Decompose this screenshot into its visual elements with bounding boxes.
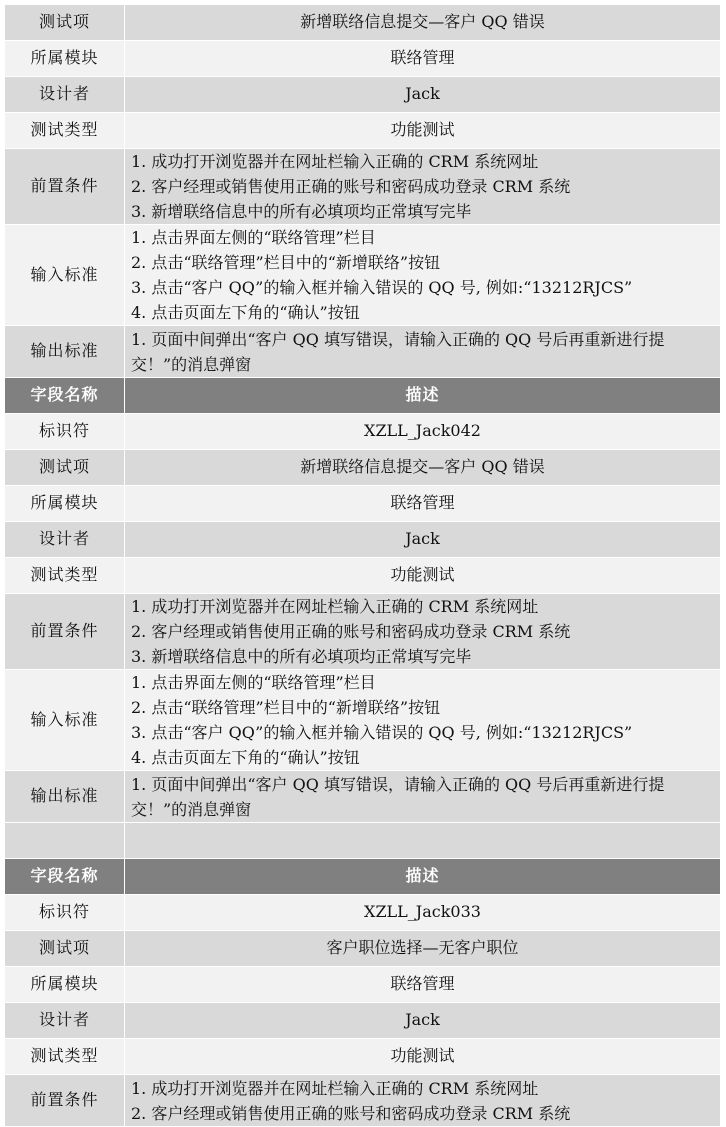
row-test-item: [5, 450, 721, 486]
value-test-item: 新增联络信息提交—客户 QQ 错误: [125, 5, 721, 41]
header-field-name: 字段名称: [5, 859, 125, 895]
value-identifier: XZLL_Jack042: [125, 414, 721, 450]
row-module: [5, 41, 721, 77]
value-identifier: XZLL_Jack033: [125, 895, 721, 931]
row-module: [5, 486, 721, 522]
row-identifier: [5, 895, 721, 931]
label-module: 所属模块: [5, 967, 125, 1003]
value-module: 联络管理: [125, 41, 721, 77]
precondition-line: 3. 新增联络信息中的所有必填项均正常填写完毕: [131, 202, 472, 221]
precondition-line: 1. 成功打开浏览器并在网址栏输入正确的 CRM 系统网址: [131, 1078, 539, 1098]
precondition-line: 3. 新增联络信息中的所有必填项均正常填写完毕: [131, 647, 472, 666]
input-line: 3. 点击“客户 QQ”的输入框并输入错误的 QQ 号, 例如:“13212RJCS”: [131, 723, 633, 742]
precondition-line: 2. 客户经理或销售使用正确的账号和密码成功登录 CRM 系统: [131, 1103, 571, 1123]
row-test-type: [5, 1039, 721, 1075]
header-row: [5, 378, 721, 414]
precondition-line: 2. 客户经理或销售使用正确的账号和密码成功登录 CRM 系统: [131, 622, 571, 641]
value-module: 联络管理: [125, 486, 721, 522]
precondition-line: 2. 客户经理或销售使用正确的账号和密码成功登录 CRM 系统: [131, 177, 571, 196]
input-line: 2. 点击“联络管理”栏目中的“新增联络”按钮: [131, 253, 441, 272]
test-case-document: [4, 4, 720, 1127]
row-test-type: [5, 558, 721, 594]
row-test-type: [5, 113, 721, 149]
spacer-cell: [5, 823, 125, 859]
spacer-row: [5, 823, 721, 859]
value-precondition: [125, 594, 721, 670]
value-test-type: 功能测试: [125, 1039, 721, 1075]
label-input: 输入标准: [5, 670, 125, 771]
row-precondition: [5, 594, 721, 670]
header-description: 描述: [125, 859, 721, 895]
row-precondition: [5, 149, 721, 225]
precondition-line: 1. 成功打开浏览器并在网址栏输入正确的 CRM 系统网址: [131, 597, 539, 616]
test-case-table: [4, 4, 721, 1127]
value-input: [125, 670, 721, 771]
value-test-item: 新增联络信息提交—客户 QQ 错误: [125, 450, 721, 486]
label-designer: 设计者: [5, 77, 125, 113]
label-module: 所属模块: [5, 41, 125, 77]
row-test-item: [5, 931, 721, 967]
label-test-item: 测试项: [5, 450, 125, 486]
value-precondition: [125, 149, 721, 225]
header-row: [5, 859, 721, 895]
header-field-name: 字段名称: [5, 378, 125, 414]
label-test-type: 测试类型: [5, 558, 125, 594]
input-line: 4. 点击页面左下角的“确认”按钮: [131, 748, 360, 767]
row-output: [5, 771, 721, 823]
row-precondition: [5, 1075, 721, 1127]
label-designer: 设计者: [5, 522, 125, 558]
row-designer: [5, 1003, 721, 1039]
row-input: [5, 225, 721, 326]
input-line: 4. 点击页面左下角的“确认”按钮: [131, 303, 360, 322]
row-input: [5, 670, 721, 771]
value-test-item: 客户职位选择—无客户职位: [125, 931, 721, 967]
label-precondition: 前置条件: [5, 594, 125, 670]
spacer-cell: [125, 823, 721, 859]
row-output: [5, 326, 721, 378]
input-line: 1. 点击界面左侧的“联络管理”栏目: [131, 673, 376, 692]
value-output: 1. 页面中间弹出“客户 QQ 填写错误，请输入正确的 QQ 号后再重新进行提交！”的消息弹窗: [125, 771, 721, 823]
label-test-type: 测试类型: [5, 1039, 125, 1075]
label-module: 所属模块: [5, 486, 125, 522]
row-module: [5, 967, 721, 1003]
value-output: 1. 页面中间弹出“客户 QQ 填写错误，请输入正确的 QQ 号后再重新进行提交！”的消息弹窗: [125, 326, 721, 378]
value-test-type: 功能测试: [125, 113, 721, 149]
value-designer: Jack: [125, 77, 721, 113]
row-identifier: [5, 414, 721, 450]
precondition-line: 1. 成功打开浏览器并在网址栏输入正确的 CRM 系统网址: [131, 152, 539, 171]
header-description: 描述: [125, 378, 721, 414]
input-line: 1. 点击界面左侧的“联络管理”栏目: [131, 228, 376, 247]
label-identifier: 标识符: [5, 895, 125, 931]
label-precondition: 前置条件: [5, 149, 125, 225]
label-designer: 设计者: [5, 1003, 125, 1039]
label-output: 输出标准: [5, 771, 125, 823]
value-precondition: [125, 1075, 721, 1127]
value-designer: Jack: [125, 522, 721, 558]
row-designer: [5, 77, 721, 113]
input-line: 3. 点击“客户 QQ”的输入框并输入错误的 QQ 号, 例如:“13212RJCS”: [131, 278, 633, 297]
value-module: 联络管理: [125, 967, 721, 1003]
value-designer: Jack: [125, 1003, 721, 1039]
label-identifier: 标识符: [5, 414, 125, 450]
row-designer: [5, 522, 721, 558]
value-test-type: 功能测试: [125, 558, 721, 594]
label-input: 输入标准: [5, 225, 125, 326]
label-precondition: 前置条件: [5, 1075, 125, 1127]
input-line: 2. 点击“联络管理”栏目中的“新增联络”按钮: [131, 698, 441, 717]
label-test-type: 测试类型: [5, 113, 125, 149]
label-test-item: 测试项: [5, 931, 125, 967]
label-test-item: 测试项: [5, 5, 125, 41]
value-input: [125, 225, 721, 326]
label-output: 输出标准: [5, 326, 125, 378]
row-test-item: [5, 5, 721, 41]
